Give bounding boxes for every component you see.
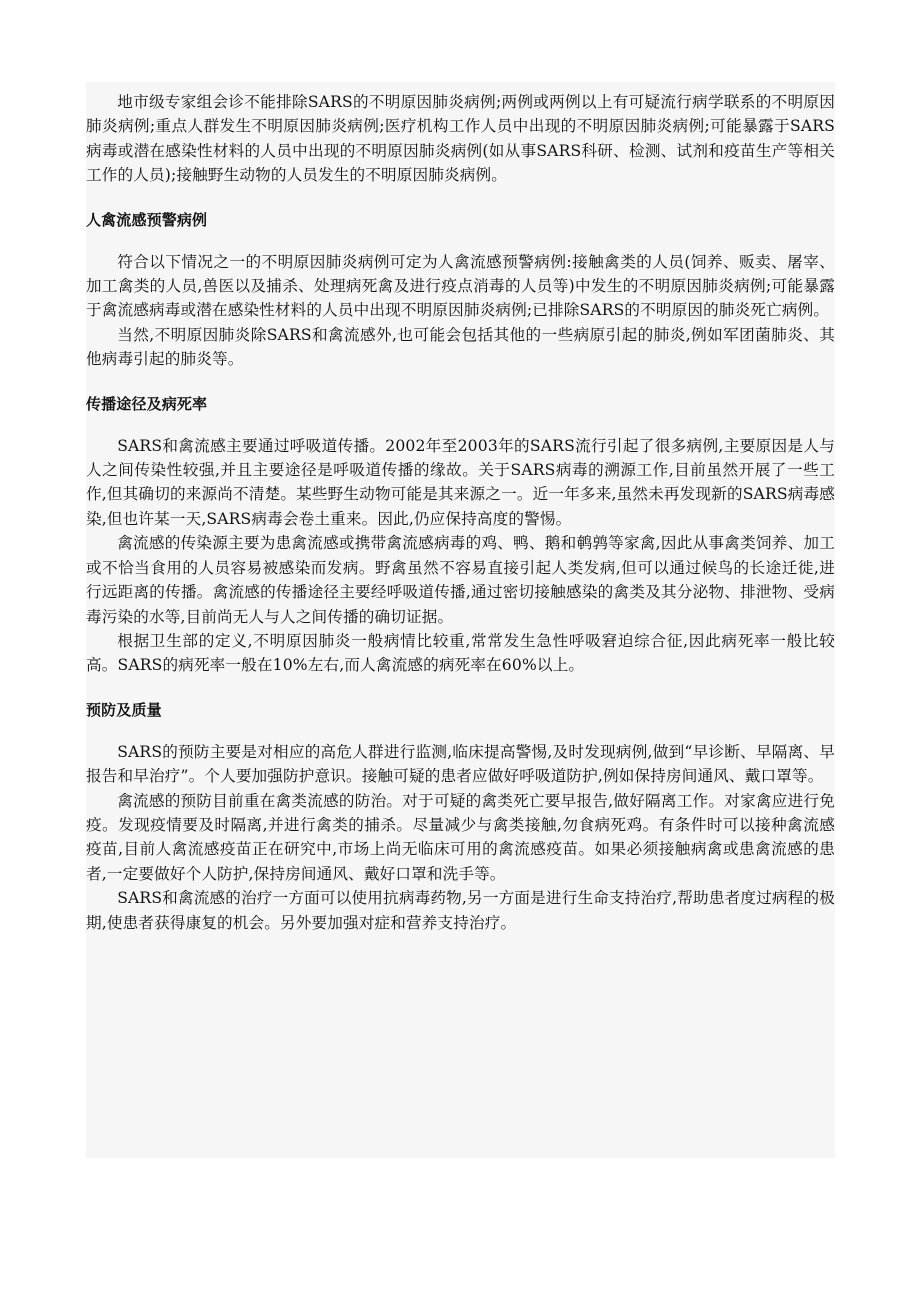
document-content [86, 90, 835, 935]
paragraph: SARS的预防主要是对相应的高危人群进行监测,临床提高警惕,及时发现病例,做到“早诊断、早隔离、早报告和早治疗”。个人要加强防护意识。接触可疑的患者应做好呼吸道防护,例如保持房间通风、戴口罩等。 [86, 742, 835, 786]
paragraph: 符合以下情况之一的不明原因肺炎病例可定为人禽流感预警病例:接触禽类的人员(饲养、贩卖、屠宰、加工禽类的人员,兽医以及捕杀、处理病死禽及进行疫点消毒的人员等)中发生的不明原因肺炎病例;可能暴露于禽流感病毒或潜在感染性材料的人员中出现不明原因肺炎病例;已排除SARS的不明原因的肺炎死亡病例。 [86, 252, 835, 320]
paragraph: 禽流感的预防目前重在禽类流感的防治。对于可疑的禽类死亡要早报告,做好隔离工作。对家禽应进行免疫。发现疫情要及时隔离,并进行禽类的捕杀。尽量减少与禽类接触,勿食病死鸡。有条件时可以接种禽流感疫苗,目前人禽流感疫苗正在研究中,市场上尚无临床可用的禽流感疫苗。如果必须接触病禽或患禽流感的患者,一定要做好个人防护,保持房间通风、戴好口罩和洗手等。 [86, 791, 835, 883]
section-heading-transmission: 传播途径及病死率 [86, 394, 208, 413]
paragraph: 禽流感的传染源主要为患禽流感或携带禽流感病毒的鸡、鸭、鹅和鹌鹑等家禽,因此从事禽类饲养、加工或不恰当食用的人员容易被感染而发病。野禽虽然不容易直接引起人类发病,但可以通过候鸟的长途迁徙,进行远距离的传播。禽流感的传播途径主要经呼吸道传播,通过密切接触感染的禽类及其分泌物、排泄物、受病毒污染的水等,目前尚无人与人之间传播的确切证据。 [86, 534, 835, 626]
paragraph: 地市级专家组会诊不能排除SARS的不明原因肺炎病例;两例或两例以上有可疑流行病学联系的不明原因肺炎病例;重点人群发生不明原因肺炎病例;医疗机构工作人员中出现的不明原因肺炎病例;可能暴露于SARS病毒或潜在感染性材料的人员中出现的不明原因肺炎病例(如从事SARS科研、检测、试剂和疫苗生产等相关工作的人员);接触野生动物的人员发生的不明原因肺炎病例。 [86, 93, 835, 185]
section-heading-avian-flu-warning: 人禽流感预警病例 [86, 210, 208, 229]
paragraph: 当然,不明原因肺炎除SARS和禽流感外,也可能会包括其他的一些病原引起的肺炎,例如军团菌肺炎、其他病毒引起的肺炎等。 [86, 325, 835, 369]
paragraph: SARS和禽流感主要通过呼吸道传播。2002年至2003年的SARS流行引起了很多病例,主要原因是人与人之间传染性较强,并且主要途径是呼吸道传播的缘故。关于SARS病毒的溯源工作,目前虽然开展了一些工作,但其确切的来源尚不清楚。某些野生动物可能是其来源之一。近一年多来,虽然未再发现新的SARS病毒感染,但也许某一天,SARS病毒会卷土重来。因此,仍应保持高度的警惕。 [86, 436, 835, 528]
paragraph: 根据卫生部的定义,不明原因肺炎一般病情比较重,常常发生急性呼吸窘迫综合征,因此病死率一般比较高。SARS的病死率一般在10%左右,而人禽流感的病死率在60%以上。 [86, 631, 835, 675]
paragraph: SARS和禽流感的治疗一方面可以使用抗病毒药物,另一方面是进行生命支持治疗,帮助患者度过病程的极期,使患者获得康复的机会。另外要加强对症和营养支持治疗。 [86, 889, 835, 932]
section-heading-prevention: 预防及质量 [86, 700, 162, 719]
document-page [86, 82, 835, 1158]
